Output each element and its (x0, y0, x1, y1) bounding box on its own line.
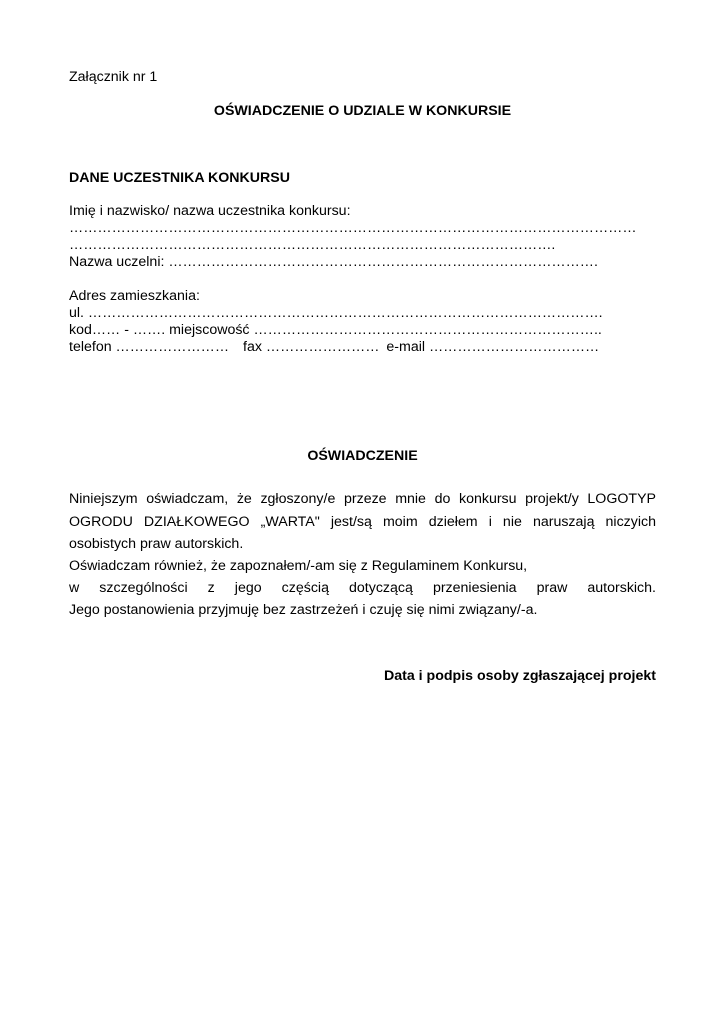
signature-label: Data i podpis osoby zgłaszającej projekt (383, 668, 656, 684)
declaration-heading: OŚWIADCZENIE (307, 448, 418, 464)
phone-field: telefon …………………… (69, 339, 230, 355)
contact-field-line (69, 339, 599, 356)
declaration-line-1: Niniejszym oświadczam, że zgłoszony/e przeze mnie do konkursu projekt/y LOGOTYP (69, 491, 656, 507)
declaration-line-3: osobistych praw autorskich. (69, 536, 244, 552)
participant-section-heading: DANE UCZESTNIKA KONKURSU (69, 170, 290, 186)
declaration-line-5: w szczególności z jego częścią dotyczącą przeniesienia praw autorskich. (69, 580, 656, 596)
name-field-dots-line-2: …………………………………………………………………………………………. (69, 237, 556, 253)
name-field-dots-line-1: ………………………………………………………………………………………………………… (69, 220, 637, 236)
postal-city-field-line: kod…… - ……. miejscowość ……………………………………………………………….. (69, 322, 602, 338)
email-field: e-mail ……………………………… (386, 339, 600, 355)
document-title: OŚWIADCZENIE O UDZIALE W KONKURSIE (213, 103, 512, 119)
name-field-label: Imię i nazwisko/ nazwa uczestnika konkursu: (69, 203, 351, 219)
street-field-line: ul. ………………………………………………………………………………………………. (69, 305, 603, 321)
declaration-line-4: Oświadczam również, że zapoznałem/-am się z Regulaminem Konkursu, (69, 558, 528, 574)
document-page (69, 0, 656, 1024)
declaration-line-6: Jego postanowienia przyjmuję bez zastrzeżeń i czuję się nimi związany/-a. (69, 602, 538, 618)
annex-label: Załącznik nr 1 (69, 69, 158, 85)
university-field-line: Nazwa uczelni: ………………………………………………………………………………. (69, 254, 598, 270)
declaration-line-2: OGRODU DZIAŁKOWEGO „WARTA" jest/są moim dziełem i nie naruszają niczyich (69, 514, 656, 530)
fax-field: fax …………………… (243, 339, 380, 355)
address-field-label: Adres zamieszkania: (69, 288, 200, 304)
